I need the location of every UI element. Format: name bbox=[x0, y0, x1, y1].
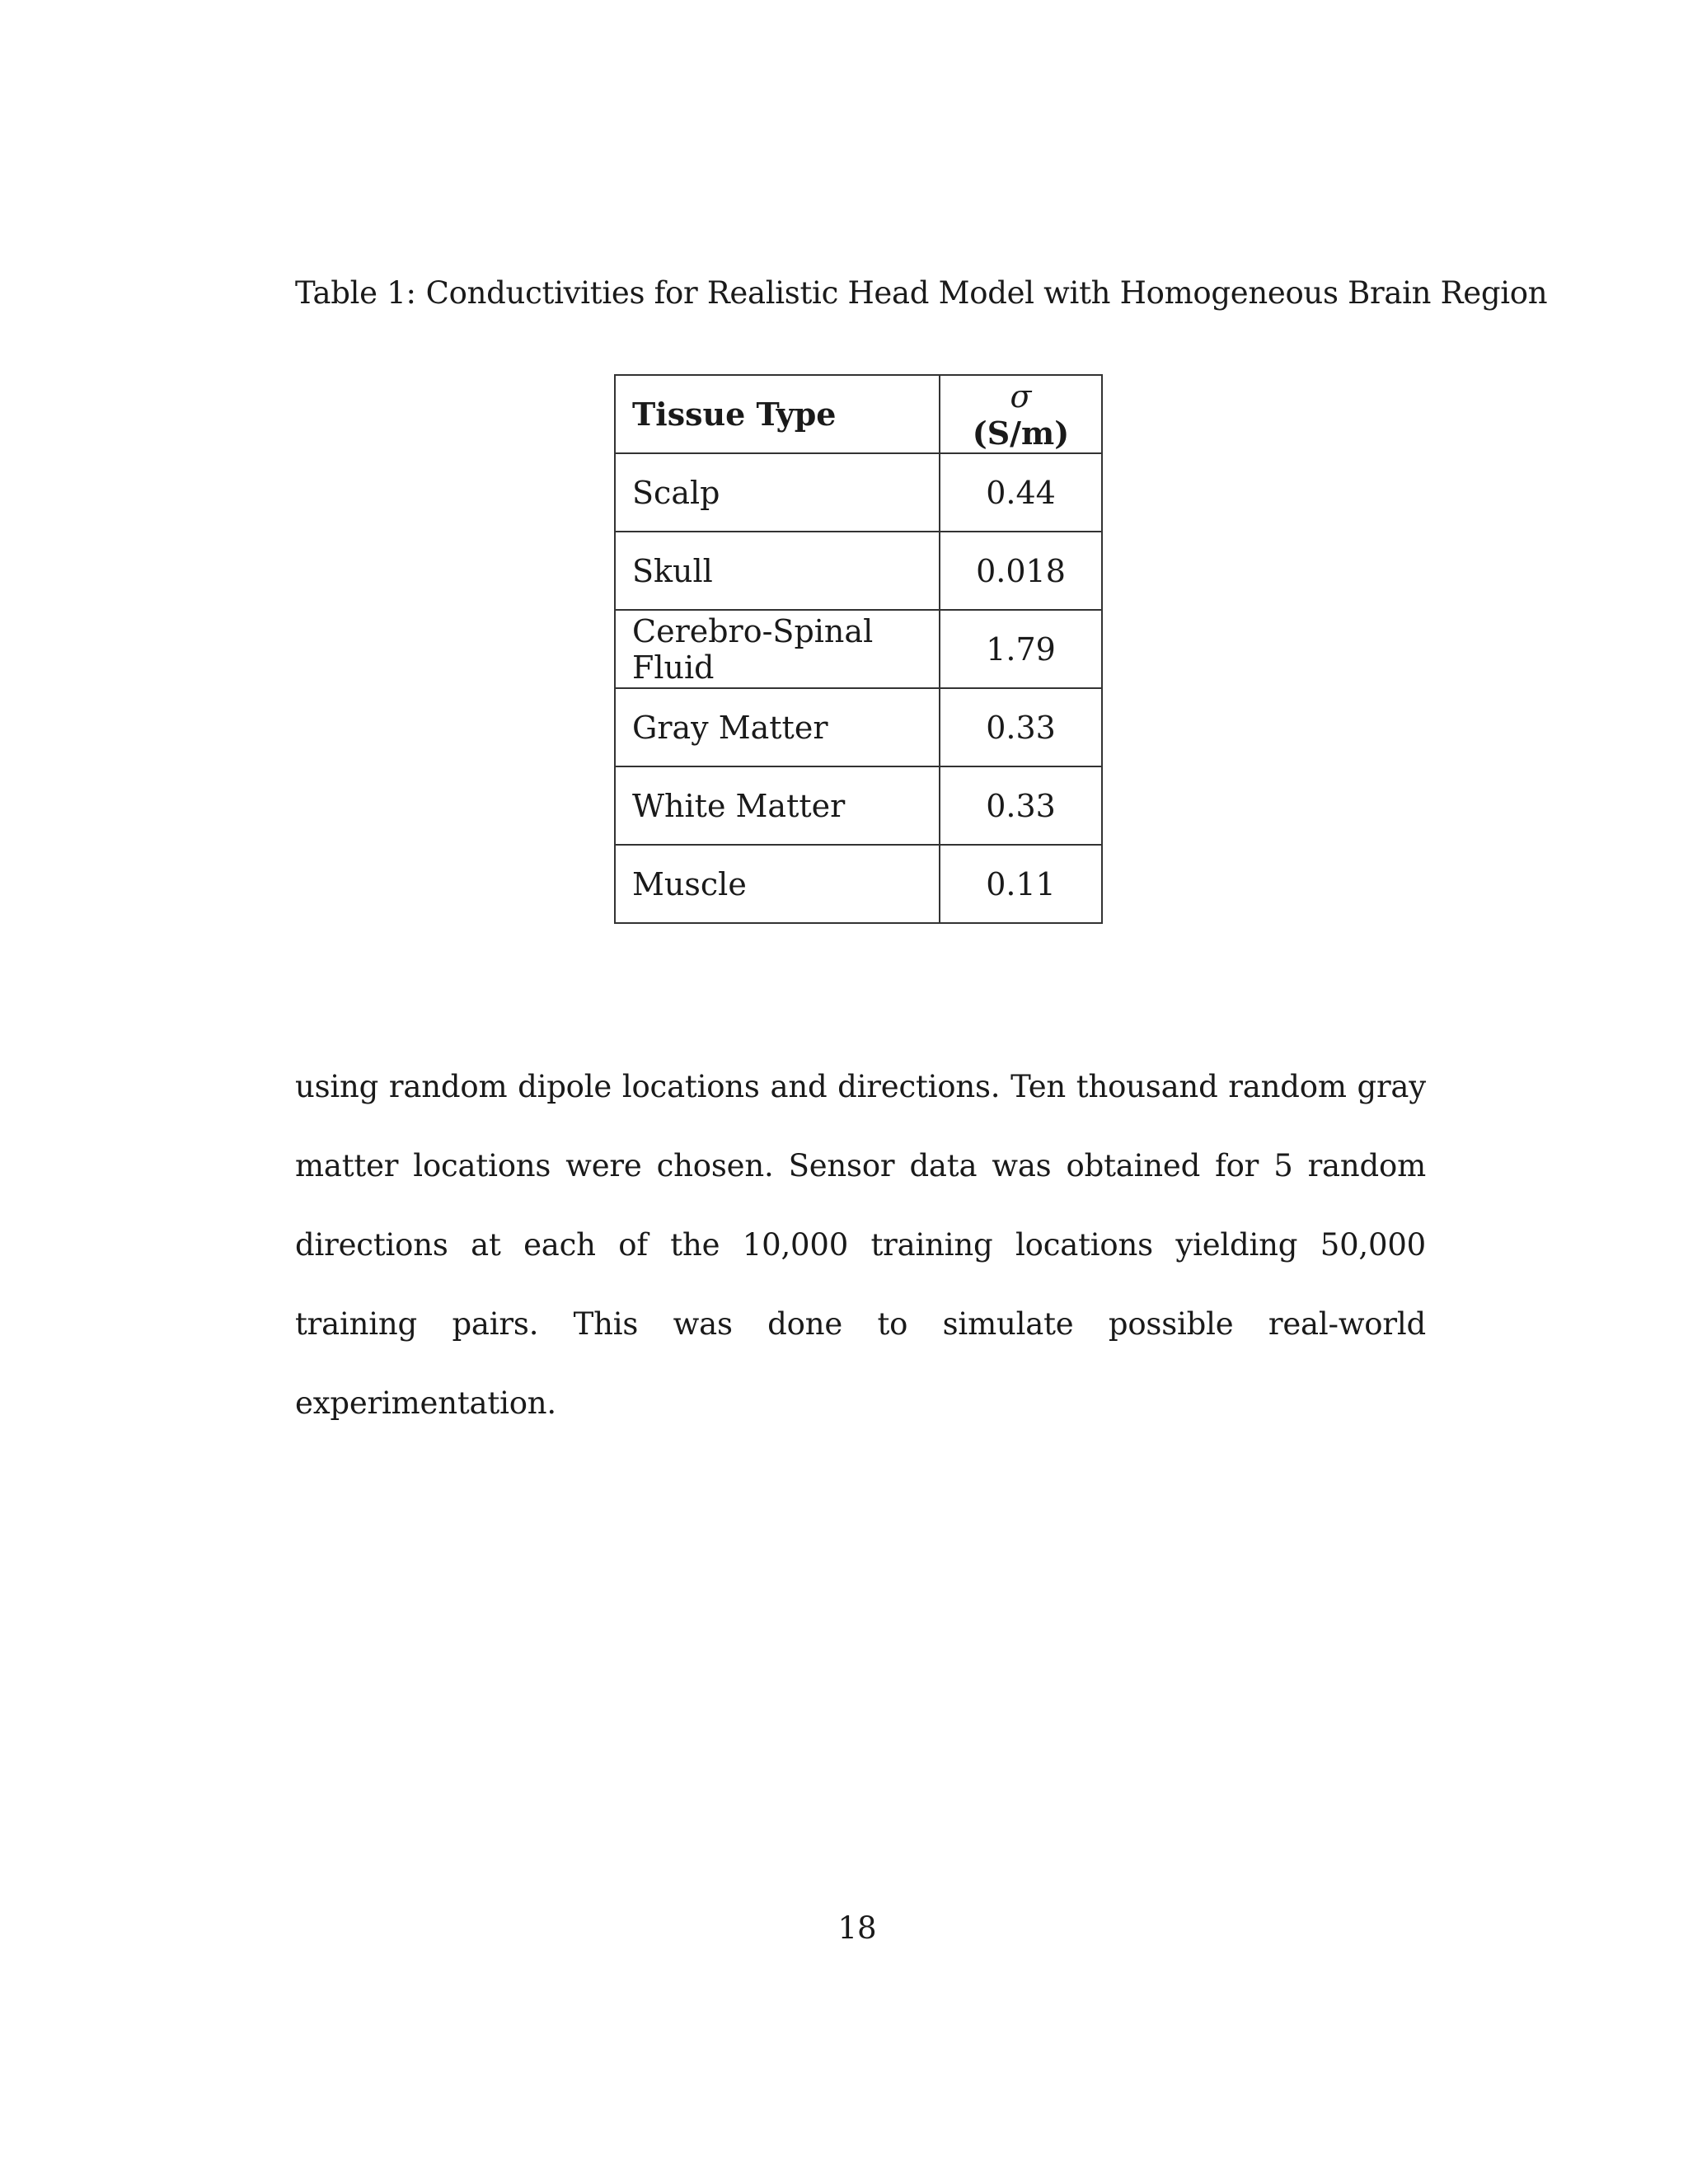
page-number: 18 bbox=[837, 1910, 877, 1946]
sigma-cell: 0.33 bbox=[940, 766, 1102, 845]
header-sigma bbox=[940, 375, 1102, 453]
tissue-cell: Cerebro-Spinal Fluid bbox=[615, 610, 940, 688]
table-caption bbox=[295, 270, 1548, 316]
sigma-unit: (S/m) bbox=[972, 414, 1070, 452]
tissue-cell: Scalp bbox=[615, 453, 940, 532]
tissue-cell: Muscle bbox=[615, 845, 940, 923]
sigma-cell: 1.79 bbox=[940, 610, 1102, 688]
sigma-cell: 0.44 bbox=[940, 453, 1102, 532]
table-row bbox=[615, 610, 1102, 688]
tissue-cell: Gray Matter bbox=[615, 688, 940, 766]
table-row bbox=[615, 845, 1102, 923]
table-row bbox=[615, 532, 1102, 610]
table-caption-text: Conductivities for Realistic Head Model with Homogeneous Brain Region bbox=[425, 275, 1548, 311]
body-paragraph: using random dipole locations and directions. Ten thousand random gray matter locations were chosen. Sensor data was obtained for 5 random directions at each of the 10,000 training locations yielding 50,000 training pairs. This was done to simulate possible real-world experimentation. bbox=[295, 1069, 1426, 1421]
header-tissue-type: Tissue Type bbox=[615, 375, 940, 453]
table-header-row bbox=[615, 375, 1102, 453]
table-row bbox=[615, 453, 1102, 532]
sigma-cell: 0.33 bbox=[940, 688, 1102, 766]
table-caption-label: Table 1: bbox=[295, 275, 416, 311]
conductivity-table bbox=[614, 374, 1103, 924]
sigma-cell: 0.11 bbox=[940, 845, 1102, 923]
table-row bbox=[615, 766, 1102, 845]
tissue-cell: White Matter bbox=[615, 766, 940, 845]
table-row bbox=[615, 688, 1102, 766]
sigma-symbol: σ bbox=[1010, 377, 1032, 415]
tissue-cell: Skull bbox=[615, 532, 940, 610]
sigma-cell: 0.018 bbox=[940, 532, 1102, 610]
